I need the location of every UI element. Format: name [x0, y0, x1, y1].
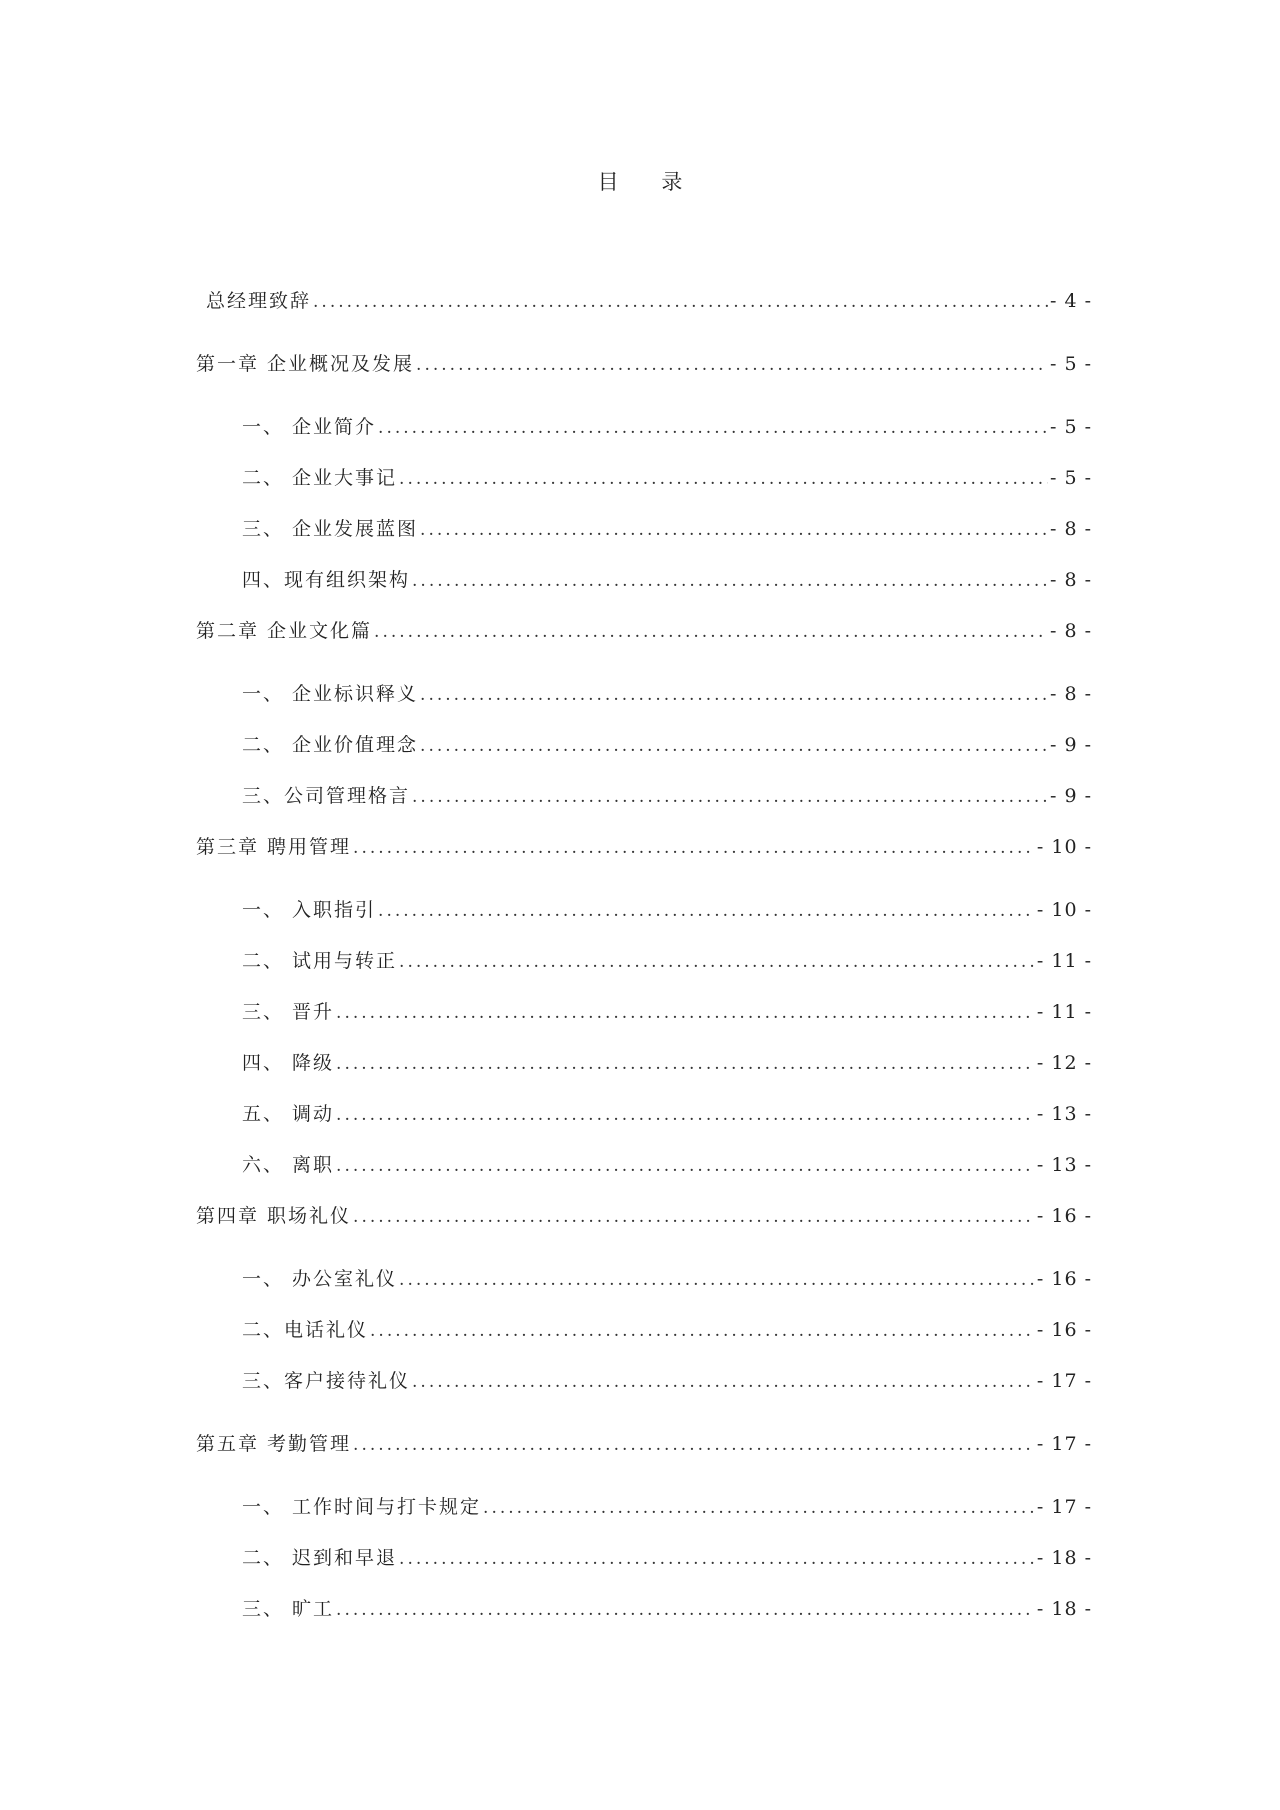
toc-entry-label: 第五章 考勤管理 — [196, 1433, 352, 1455]
toc-entry-page: - 12 - — [1036, 1052, 1092, 1074]
toc-title: 目 录 — [597, 170, 701, 194]
toc-leader-dots — [420, 670, 1048, 721]
toc-leader-dots — [378, 886, 1035, 937]
toc-entry[interactable] — [196, 276, 1092, 327]
toc-leader-dots — [416, 340, 1048, 391]
toc-entry-label: 二、 试用与转正 — [242, 950, 398, 972]
toc-section[interactable] — [196, 885, 1092, 936]
toc-section[interactable] — [196, 1038, 1092, 1089]
toc-leader-dots — [353, 1192, 1035, 1243]
toc-leader-dots — [399, 454, 1048, 505]
toc-section[interactable] — [196, 1356, 1092, 1407]
toc-chapter[interactable] — [196, 1191, 1092, 1242]
toc-entry-page: - 4 - — [1049, 290, 1092, 312]
toc-leader-dots — [378, 403, 1048, 454]
toc-section[interactable] — [196, 669, 1092, 720]
toc-leader-dots — [336, 1090, 1035, 1141]
toc-entry-page: - 5 - — [1049, 467, 1092, 489]
toc-entry-label: 二、 迟到和早退 — [242, 1547, 398, 1569]
toc-leader-dots — [374, 607, 1048, 658]
toc-leader-dots — [412, 772, 1048, 823]
toc-entry-label: 一、 办公室礼仪 — [242, 1268, 398, 1290]
toc-entry-page: - 8 - — [1049, 683, 1092, 705]
toc-entry-page: - 10 - — [1036, 899, 1092, 921]
toc-entry-label: 总经理致辞 — [206, 290, 312, 312]
toc-entry-label: 五、 调动 — [242, 1103, 335, 1125]
toc-chapter[interactable] — [196, 1419, 1092, 1470]
toc-entry-label: 三、客户接待礼仪 — [242, 1370, 411, 1392]
toc-entry-label: 四、 降级 — [242, 1052, 335, 1074]
toc-leader-dots — [420, 505, 1048, 556]
toc-leader-dots — [420, 721, 1048, 772]
toc-entry-label: 二、 企业大事记 — [242, 467, 398, 489]
toc-entry-label: 一、 企业简介 — [242, 416, 377, 438]
toc-leader-dots — [483, 1483, 1035, 1534]
toc-entry-label: 第二章 企业文化篇 — [196, 620, 373, 642]
toc-leader-dots — [412, 1357, 1035, 1408]
toc-entry-page: - 16 - — [1036, 1319, 1092, 1341]
toc-entry-label: 六、 离职 — [242, 1154, 335, 1176]
toc-entry-label: 三、 晋升 — [242, 1001, 335, 1023]
toc-entry-label: 一、 入职指引 — [242, 899, 377, 921]
toc-entry-label: 二、电话礼仪 — [242, 1319, 369, 1341]
toc-section[interactable] — [196, 1584, 1092, 1635]
toc-entry-label: 第三章 聘用管理 — [196, 836, 352, 858]
toc-entry-page: - 9 - — [1049, 734, 1092, 756]
toc-section[interactable] — [196, 453, 1092, 504]
toc-leader-dots — [370, 1306, 1035, 1357]
toc-entry-page: - 13 - — [1036, 1103, 1092, 1125]
toc-entry-page: - 18 - — [1036, 1598, 1092, 1620]
toc-entry-page: - 17 - — [1036, 1370, 1092, 1392]
toc-chapter[interactable] — [196, 822, 1092, 873]
toc-entry-label: 三、公司管理格言 — [242, 785, 411, 807]
toc-section[interactable] — [196, 1140, 1092, 1191]
toc-section[interactable] — [196, 987, 1092, 1038]
toc-leader-dots — [399, 1534, 1035, 1585]
toc-entry-page: - 17 - — [1036, 1433, 1092, 1455]
toc-section[interactable] — [196, 1254, 1092, 1305]
toc-section[interactable] — [196, 402, 1092, 453]
toc-entry-label: 三、 旷工 — [242, 1598, 335, 1620]
toc-leader-dots — [353, 823, 1035, 874]
toc-entry-page: - 8 - — [1049, 620, 1092, 642]
toc-entry-page: - 16 - — [1036, 1205, 1092, 1227]
toc-section[interactable] — [196, 504, 1092, 555]
toc-section[interactable] — [196, 936, 1092, 987]
toc-section[interactable] — [196, 720, 1092, 771]
toc-section[interactable] — [196, 1533, 1092, 1584]
toc-entry-page: - 8 - — [1049, 569, 1092, 591]
toc-chapter[interactable] — [196, 606, 1092, 657]
toc-entry-page: - 5 - — [1049, 416, 1092, 438]
toc-entry-label: 四、现有组织架构 — [242, 569, 411, 591]
toc-entry-page: - 17 - — [1036, 1496, 1092, 1518]
toc-section[interactable] — [196, 555, 1092, 606]
toc-leader-dots — [399, 937, 1035, 988]
toc-entry-page: - 13 - — [1036, 1154, 1092, 1176]
toc-section[interactable] — [196, 1089, 1092, 1140]
toc-entry-page: - 5 - — [1049, 353, 1092, 375]
toc-entry-label: 一、 工作时间与打卡规定 — [242, 1496, 482, 1518]
toc-entry-label: 第四章 职场礼仪 — [196, 1205, 352, 1227]
toc-entry-label: 一、 企业标识释义 — [242, 683, 419, 705]
toc-entry-page: - 9 - — [1049, 785, 1092, 807]
toc-leader-dots — [313, 277, 1048, 328]
toc-leader-dots — [336, 1585, 1035, 1636]
toc-entry-page: - 16 - — [1036, 1268, 1092, 1290]
toc-section[interactable] — [196, 1305, 1092, 1356]
toc-chapter[interactable] — [196, 339, 1092, 390]
toc-entry-label: 三、 企业发展蓝图 — [242, 518, 419, 540]
toc-entry-page: - 11 - — [1036, 1001, 1092, 1023]
toc-leader-dots — [336, 1141, 1035, 1192]
toc-entry-label: 第一章 企业概况及发展 — [196, 353, 415, 375]
toc-leader-dots — [336, 988, 1035, 1039]
toc-list — [196, 276, 1092, 1635]
toc-entry-page: - 8 - — [1049, 518, 1092, 540]
toc-entry-page: - 18 - — [1036, 1547, 1092, 1569]
toc-leader-dots — [412, 556, 1048, 607]
toc-entry-page: - 10 - — [1036, 836, 1092, 858]
toc-entry-page: - 11 - — [1036, 950, 1092, 972]
toc-entry-label: 二、 企业价值理念 — [242, 734, 419, 756]
toc-section[interactable] — [196, 1482, 1092, 1533]
toc-leader-dots — [399, 1255, 1035, 1306]
toc-section[interactable] — [196, 771, 1092, 822]
toc-leader-dots — [336, 1039, 1035, 1090]
toc-leader-dots — [353, 1420, 1035, 1471]
